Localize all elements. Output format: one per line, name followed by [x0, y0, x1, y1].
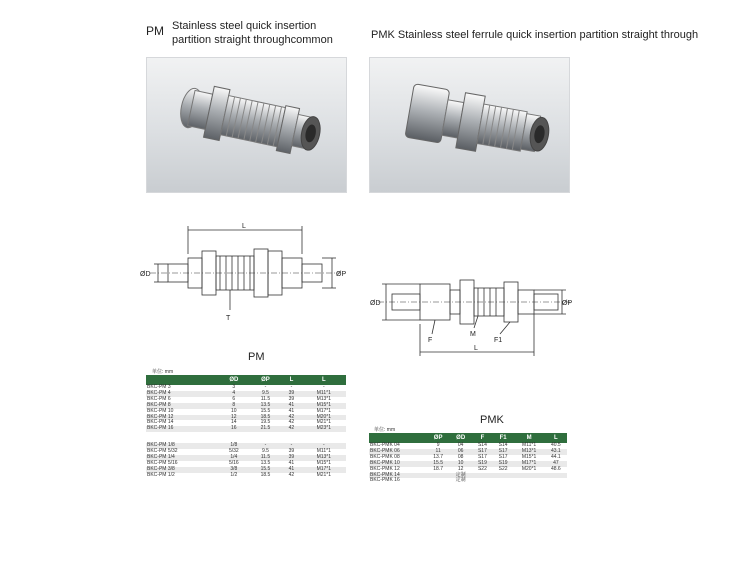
pmk-header-l: L [545, 433, 567, 443]
row-model-cell: BKC-PM 3/8 [146, 467, 218, 473]
row-value-cell: 15.5 [250, 467, 282, 473]
row-value-cell: M23*1 [302, 426, 346, 432]
pm-label-t: T [226, 315, 231, 322]
row-value-cell: 15.5 [260, 407, 271, 414]
pmk-spec-table [369, 433, 567, 484]
row-value-cell: S17 [493, 449, 514, 455]
row-value-cell: - [322, 384, 325, 390]
row-value-cell [472, 478, 493, 484]
row-value-cell: 12 [218, 415, 250, 421]
row-model-cell: BKC-PM 1/8 [146, 443, 218, 449]
row-value-cell [493, 478, 514, 484]
row-value-cell: S17 [498, 453, 508, 460]
row-model-cell: BKC-PM 6 [147, 395, 171, 402]
pmk-title: PMK Stainless steel ferrule quick insertion partition straight through [371, 29, 699, 41]
row-value-cell: 19.5 [260, 419, 271, 426]
row-value-cell: - [290, 384, 293, 390]
row-value-cell: 5/32 [228, 448, 239, 455]
row-value-cell: S14 [477, 442, 487, 448]
row-value-cell: 42 [281, 426, 301, 432]
table-spacer-row [146, 432, 346, 443]
pm-desc-line2: partition straight throughcommon [172, 34, 333, 46]
row-value-cell: 40.5 [550, 442, 561, 448]
pm-description [172, 19, 333, 47]
row-model-cell: BKC-PMK 06 [369, 449, 427, 455]
row-value-cell: M15*1 [316, 459, 332, 466]
row-model-cell: BKC-PMK 04 [370, 442, 400, 448]
pm-desc-line1: Stainless steel quick insertion [172, 20, 317, 32]
row-model-cell: BKC-PM 3 [147, 384, 171, 390]
row-model-cell: BKC-PMK 14 [369, 473, 427, 479]
pm-label-p: ØP [336, 271, 347, 278]
row-value-cell: 39 [288, 395, 295, 402]
row-value-cell: 11 [427, 449, 449, 455]
row-model-cell: BKC-PM 5/32 [147, 448, 178, 455]
row-value-cell: M13*1 [316, 395, 332, 402]
row-value-cell: 41 [288, 407, 295, 414]
row-value-cell: 16 [218, 426, 250, 432]
pm-table-title: PM [248, 351, 265, 363]
row-value-cell: 8 [218, 403, 250, 409]
row-model-cell: BKC-PMK 16 [370, 477, 400, 484]
row-model-cell: BKC-PM 14 [147, 419, 174, 426]
row-model-cell: BKC-PM 4 [146, 391, 218, 397]
row-value-cell: 42 [288, 471, 295, 478]
pm-code: PM [146, 24, 164, 38]
row-value-cell: 4 [218, 391, 250, 397]
row-value-cell: 39 [281, 391, 301, 397]
row-value-cell: 41 [281, 467, 301, 473]
pmk-product-photo [369, 57, 570, 193]
row-value-cell [513, 478, 544, 484]
row-value-cell: 9 [436, 442, 440, 448]
pmk-table-title: PMK [480, 414, 504, 426]
pmk-label-f: F [428, 337, 433, 344]
row-value-cell: M15*1 [302, 403, 346, 409]
pmk-dimension-drawing [370, 262, 575, 362]
row-value-cell: 08 [457, 453, 464, 460]
row-value-cell: 18.5 [250, 415, 282, 421]
row-value-cell: M11*1 [522, 442, 537, 448]
row-value-cell: 1/8 [218, 443, 250, 449]
row-value-cell: 定制 [449, 473, 472, 479]
row-value-cell: 9.5 [261, 448, 269, 455]
pmk-header-d: ØD [449, 433, 472, 443]
row-value-cell: M21*1 [316, 419, 332, 426]
row-value-cell: 5/16 [228, 459, 239, 466]
row-value-cell: 15.5 [427, 461, 449, 467]
row-value-cell: 47 [545, 461, 567, 467]
row-value-cell: - [281, 443, 301, 449]
row-model-cell: BKC-PM 5/16 [147, 459, 178, 466]
row-value-cell: M17*1 [513, 461, 544, 467]
row-value-cell: 1/2 [230, 471, 238, 478]
pmk-label-m: M [470, 331, 476, 338]
row-value-cell: 1/4 [218, 455, 250, 461]
row-value-cell: M13*1 [513, 449, 544, 455]
pmk-unit-label: 单位: mm [374, 427, 396, 433]
row-value-cell: 13.7 [433, 453, 443, 460]
row-model-cell: BKC-PM 10 [147, 407, 174, 414]
pm-label-l: L [242, 223, 246, 230]
row-value-cell: 12 [457, 465, 464, 472]
row-value-cell: - [264, 384, 267, 390]
row-value-cell: 42 [288, 419, 295, 426]
row-model-cell: BKC-PMK 08 [370, 453, 400, 460]
row-value-cell: 6 [232, 395, 236, 402]
row-value-cell: 18.5 [260, 471, 271, 478]
row-value-cell [545, 478, 567, 484]
pmk-label-d: ØD [370, 300, 381, 307]
pm-product-photo [146, 57, 347, 193]
row-value-cell: M21*1 [316, 471, 332, 478]
row-value-cell: 39 [281, 455, 301, 461]
pmk-label-f1: F1 [494, 337, 503, 344]
pm-header-l2: L [302, 375, 346, 385]
pmk-header-f1: F1 [493, 433, 514, 443]
pmk-fitting-image [370, 58, 569, 192]
row-value-cell: M11*1 [316, 448, 331, 455]
pmk-header-p: ØP [427, 433, 449, 443]
row-model-cell: BKC-PM 16 [146, 426, 218, 432]
row-value-cell: M17*1 [302, 467, 346, 473]
row-value-cell: 41 [281, 403, 301, 409]
row-value-cell: 13.5 [250, 403, 282, 409]
pm-header-l: L [281, 375, 301, 385]
pm-dimension-drawing [140, 218, 350, 328]
row-value-cell: M17*1 [316, 407, 332, 414]
row-value-cell: M20*1 [302, 415, 346, 421]
row-value-cell [427, 478, 449, 484]
row-value-cell: 42 [281, 415, 301, 421]
table-row [146, 473, 346, 479]
row-model-cell: BKC-PM 12 [146, 415, 218, 421]
pm-label-d: ØD [140, 271, 151, 278]
row-value-cell: 14 [231, 419, 237, 426]
row-value-cell: 9.5 [250, 391, 282, 397]
row-value-cell: 44.1 [550, 453, 561, 460]
row-value-cell: 3/8 [218, 467, 250, 473]
row-value-cell: 10 [449, 461, 472, 467]
row-value-cell: S17 [472, 449, 493, 455]
row-value-cell: 41 [288, 459, 295, 466]
row-value-cell: 48.6 [550, 465, 561, 472]
row-value-cell: 04 [457, 442, 464, 448]
row-value-cell: - [302, 443, 346, 449]
row-value-cell: 39 [288, 448, 295, 455]
pmk-label-p: ØP [562, 300, 573, 307]
row-value-cell: S22 [498, 465, 508, 472]
row-value-cell: S22 [477, 465, 487, 472]
row-value-cell: 10 [231, 407, 237, 414]
pm-header-p: ØP [250, 375, 282, 385]
row-value-cell: M11*1 [302, 391, 346, 397]
pm-fitting-image [147, 58, 346, 192]
row-model-cell: BKC-PM 1/4 [146, 455, 218, 461]
row-value-cell: 21.5 [250, 426, 282, 432]
table-row [369, 478, 567, 484]
pmk-header-f: F [472, 433, 493, 443]
row-value-cell: 定制 [455, 477, 466, 484]
row-value-cell: S19 [472, 461, 493, 467]
row-value-cell: M20*1 [521, 465, 537, 472]
row-model-cell: BKC-PM 1/2 [147, 471, 175, 478]
row-value-cell: S14 [498, 442, 508, 448]
pm-table-header [146, 375, 346, 385]
row-value-cell: 18.7 [433, 465, 443, 472]
row-value-cell: 06 [449, 449, 472, 455]
pm-spec-table [146, 375, 346, 479]
row-value-cell: S17 [477, 453, 487, 460]
row-model-cell: BKC-PMK 10 [369, 461, 427, 467]
pmk-header-m: M [513, 433, 544, 443]
row-model-cell: BKC-PMK 12 [370, 465, 400, 472]
row-value-cell: 13.5 [260, 459, 271, 466]
row-value-cell: M15*1 [521, 453, 537, 460]
row-value-cell: 11.5 [260, 395, 271, 402]
row-value-cell: - [250, 443, 282, 449]
row-value-cell: 3 [232, 384, 236, 390]
row-model-cell: BKC-PM 8 [146, 403, 218, 409]
pm-unit-label: 单位: mm [152, 369, 174, 375]
row-value-cell: S19 [493, 461, 514, 467]
row-value-cell: 11.5 [250, 455, 282, 461]
pmk-label-l: L [474, 345, 478, 352]
pm-header-d: ØD [218, 375, 250, 385]
row-value-cell: M13*1 [302, 455, 346, 461]
row-value-cell: 43.1 [545, 449, 567, 455]
